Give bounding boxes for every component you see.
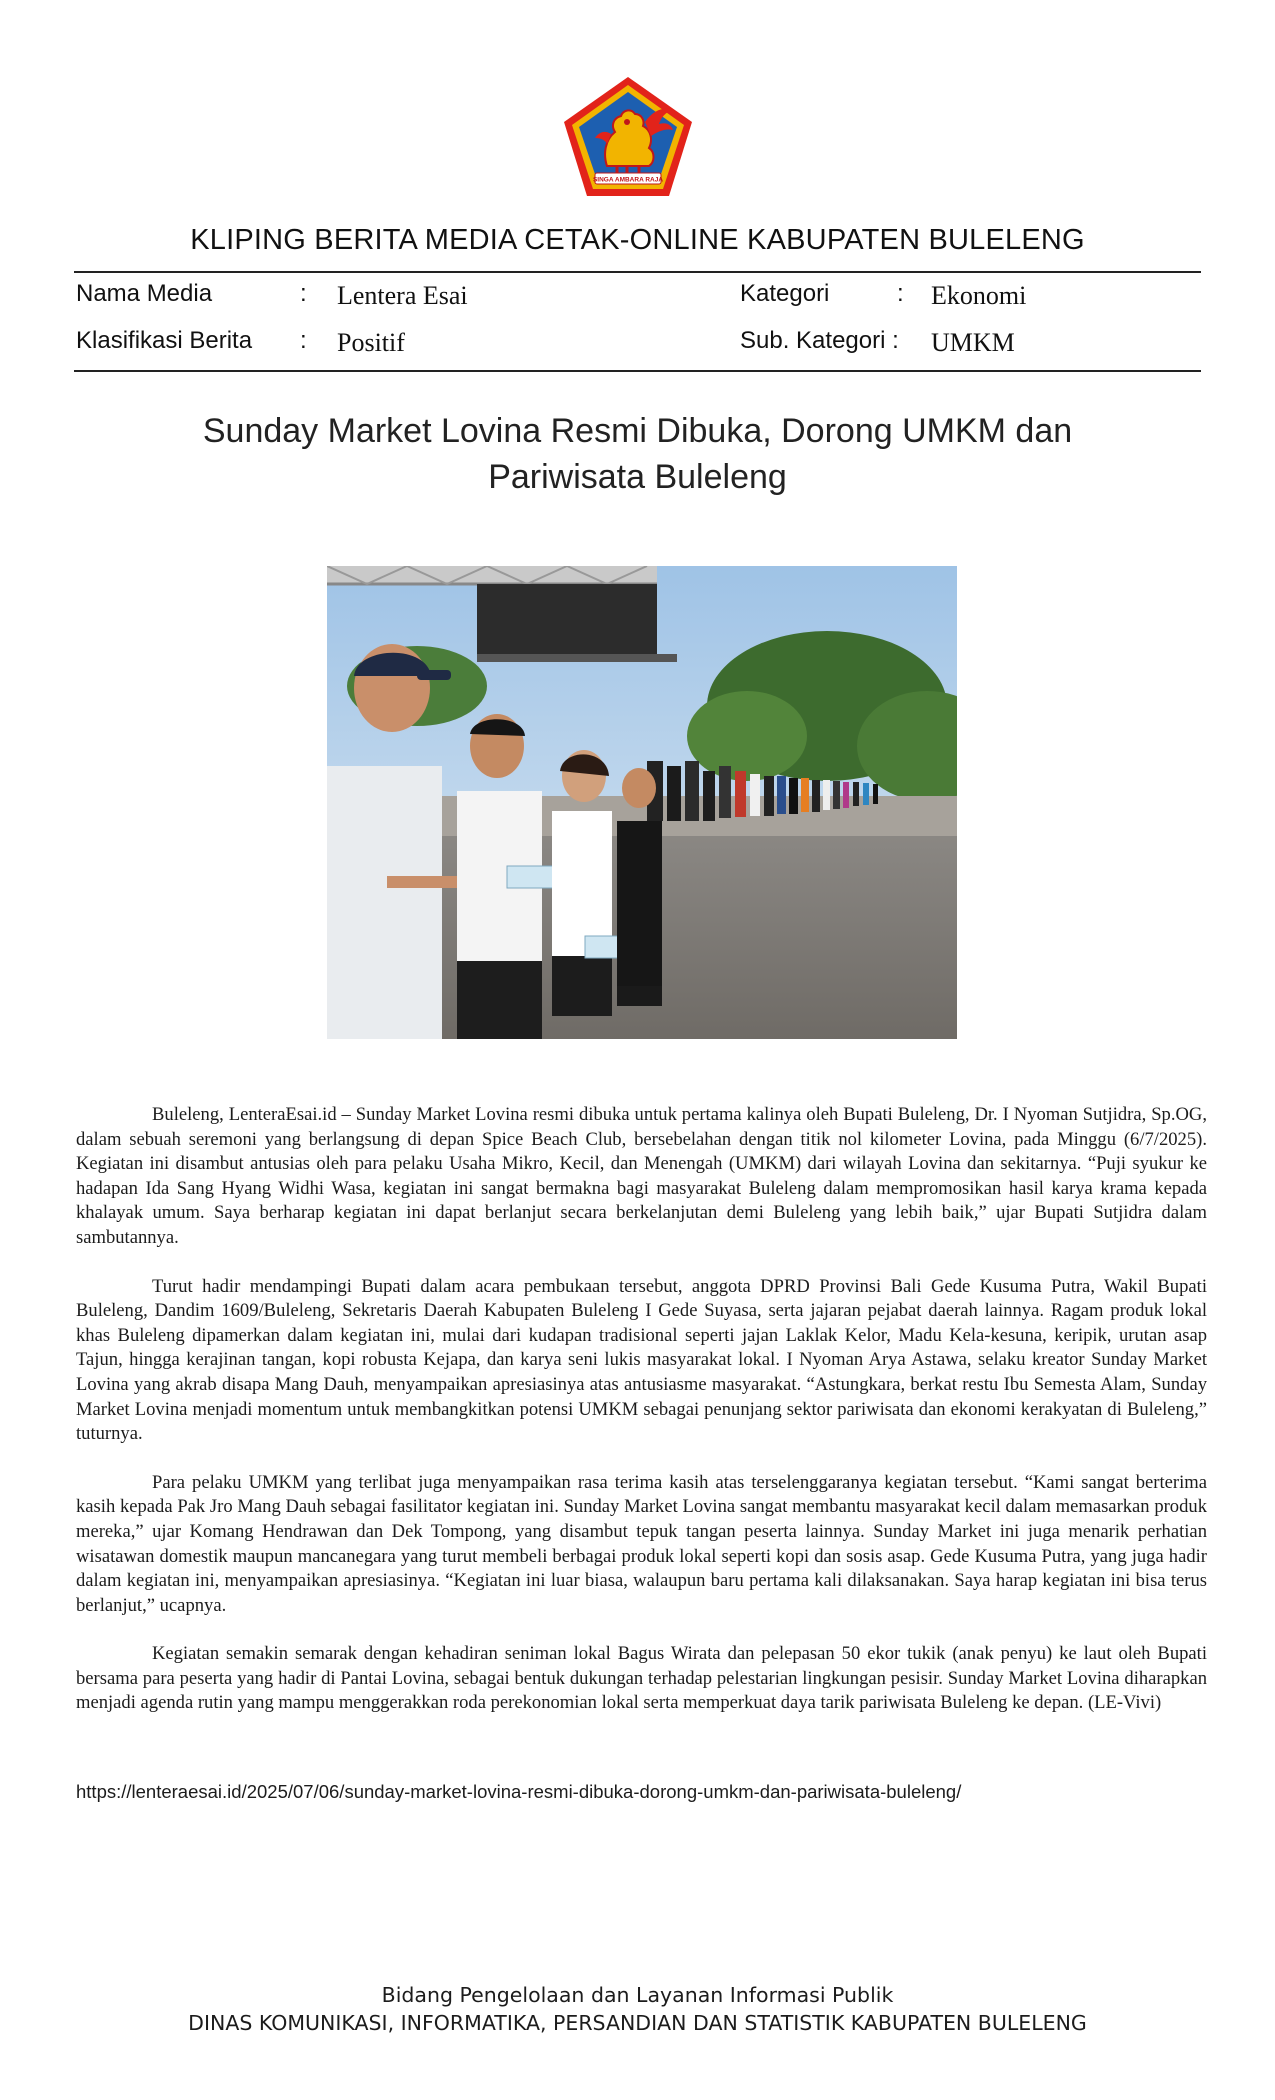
singa-ambara-raja-emblem-icon	[561, 74, 695, 200]
document-title: KLIPING BERITA MEDIA CETAK-ONLINE KABUPATEN BULELENG	[190, 224, 1085, 256]
emblem-graphic	[561, 74, 695, 200]
media-label: Nama Media	[76, 280, 213, 307]
headline-line-1: Sunday Market Lovina Resmi Dibuka, Dorong UMKM dan	[202, 412, 1073, 450]
kategori-value: Ekonomi	[931, 281, 1027, 310]
article-paragraph-2: Turut hadir mendampingi Bupati dalam acara pembukaan tersebut, anggota DPRD Provinsi Bali Gede Kusuma Putra, Wakil Bupati Buleleng, Dandim 1609/Buleleng, Sekretaris Daerah Kabupaten Buleleng I Gede Suyasa, serta jajaran pejabat daerah lainnya. Ragam produk lokal khas Buleleng dipamerkan dalam kegiatan ini, mulai dari kudapan tradisional seperti jajan Laklak Kelor, Madu Kela-kesuna, keripik, urutan asap Tajun, hingga kerajinan tangan, kopi robusta Kejapa, dan karya seni lukis masyarakat lokal. I Nyoman Arya Astawa, selaku kreator Sunday Market Lovina yang akrab disapa Mang Dauh, menyampaikan apresiasinya atas antusiasme masyarakat. “Astungkara, berkat restu Ibu Semesta Alam, Sunday Market Lovina menjadi momentum untuk membangkitkan potensi UMKM sebagai penunjang sektor pariwisata dan ekonomi kerakyatan di Buleleng,” tuturnya.	[76, 1275, 1207, 1445]
klasifikasi-value: Positif	[337, 328, 405, 357]
klasifikasi-label: Klasifikasi Berita	[76, 327, 253, 354]
svg-text:SINGA AMBARA RAJA: SINGA AMBARA RAJA	[592, 176, 664, 184]
subkategori-value: UMKM	[931, 328, 1015, 357]
article-paragraph-3: Para pelaku UMKM yang terlibat juga menyampaikan rasa terima kasih atas terselenggaranya kegiatan tersebut. “Kami sangat berterima kasih kepada Pak Jro Mang Dauh sebagai fasilitator kegiatan ini. Sunday Market Lovina sangat membantu masyarakat kecil dalam memasarkan produk mereka,” ujar Komang Hendrawan dan Dek Tompong, yang disambut tepuk tangan peserta lainnya. Sunday Market ini juga menarik perhatian wisatawan domestik maupun mancanegara yang turut membeli berbagai produk lokal seperti kopi dan sosis asap. Gede Kusuma Putra, yang juga hadir dalam kegiatan ini, menyampaikan apresiasinya. “Kegiatan ini luar biasa, walaupun baru pertama kali dilaksanakan. Saya harap kegiatan ini bisa terus berlanjut,” ucapnya.	[76, 1471, 1207, 1616]
headline-line-2: Pariwisata Buleleng	[488, 458, 787, 496]
header-top-divider	[74, 271, 1201, 273]
media-value: Lentera Esai	[337, 281, 468, 310]
klasifikasi-colon: :	[300, 327, 307, 354]
footer-line-2: DINAS KOMUNIKASI, INFORMATIKA, PERSANDIAN DAN STATISTIK KABUPATEN BULELENG	[188, 2011, 1087, 2035]
article-paragraph-1: Buleleng, LenteraEsai.id – Sunday Market Lovina resmi dibuka untuk pertama kalinya oleh Bupati Buleleng, Dr. I Nyoman Sutjidra, Sp.OG, dalam sebuah seremoni yang berlangsung di depan Spice Beach Club, bersebelahan dengan titik nol kilometer Lovina, pada Minggu (6/7/2025). Kegiatan ini disambut antusias oleh para pelaku Usaha Mikro, Kecil, dan Menengah (UMKM) dari wilayah Lovina dan sekitarnya. “Puji syukur ke hadapan Ida Sang Hyang Widhi Wasa, kegiatan ini sangat bermakna bagi masyarakat Buleleng dalam mempromosikan hasil karya krama kepada khalayak umum. Saya berharap kegiatan ini dapat berlanjut secara berkelanjutan demi Buleleng yang lebih baik,” ujar Bupati Sutjidra dalam sambutannya.	[76, 1104, 1207, 1248]
kategori-colon: :	[897, 280, 904, 307]
article-headline	[150, 408, 1125, 500]
source-url-link[interactable]: https://lenteraesai.id/2025/07/06/sunday-market-lovina-resmi-dibuka-dorong-umkm-dan-pariwisata-buleleng/	[76, 1781, 962, 1802]
subkategori-label: Sub. Kategori :	[740, 327, 899, 354]
article-paragraph-4: Kegiatan semakin semarak dengan kehadiran seniman lokal Bagus Wirata dan pelepasan 50 ekor tukik (anak penyu) ke laut oleh Bupati bersama para peserta yang hadir di Pantai Lovina, sebagai bentuk dukungan terhadap pelestarian lingkungan pesisir. Sunday Market Lovina diharapkan menjadi agenda rutin yang mampu menggerakkan roda perekonomian lokal serta memperkuat daya tarik pariwisata Buleleng ke depan. (LE-Vivi)	[76, 1643, 1207, 1714]
article-body	[76, 1103, 1207, 1740]
media-colon: :	[300, 280, 307, 307]
footer-line-1: Bidang Pengelolaan dan Layanan Informasi Publik	[381, 1983, 894, 2007]
header-bottom-divider	[74, 370, 1201, 372]
kategori-label: Kategori	[740, 280, 830, 307]
event-photo-graphic	[327, 566, 957, 1039]
event-photo	[327, 566, 957, 1039]
